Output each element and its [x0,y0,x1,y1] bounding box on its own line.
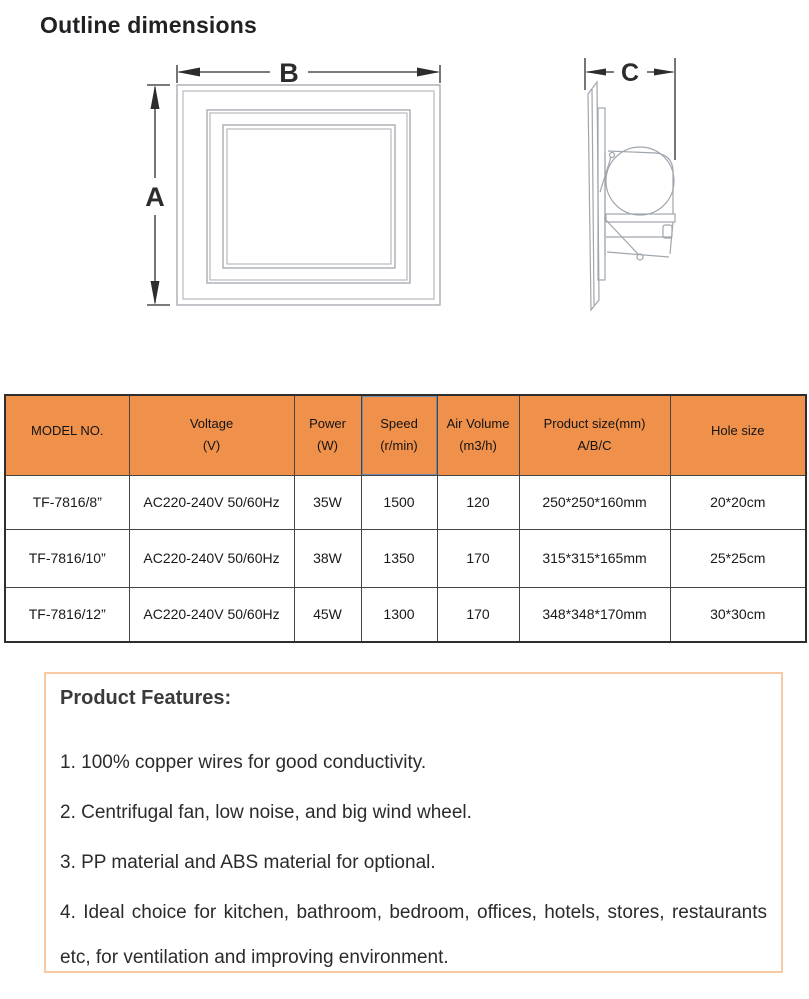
table-cell-model: TF-7816/12” [5,587,129,642]
table-cell-hole-size: 25*25cm [670,529,806,587]
dimension-label-b: B [279,58,299,88]
table-row [5,529,806,587]
header-line: Hole size [711,423,765,439]
header-line: Power [309,415,346,431]
dimension-lines [147,65,440,305]
table-cell-speed: 1500 [361,475,437,529]
header-cell-model [5,395,129,475]
feature-item: 3. PP material and ABS material for optional. [60,852,436,873]
table-cell-product-size: 315*315*165mm [519,529,670,587]
features-box [44,672,783,973]
table-cell-air-volume: 120 [437,475,519,529]
header-line: Air Volume [446,415,510,431]
header-cell-power [294,395,361,475]
table-row [5,475,806,529]
table-cell-voltage: AC220-240V 50/60Hz [129,529,294,587]
header-cell-air-volume [437,395,519,475]
table-cell-power: 38W [294,529,361,587]
features-title: Product Features: [60,687,232,709]
table-cell-power: 35W [294,475,361,529]
table-cell-power: 45W [294,587,361,642]
side-view-diagram [558,48,803,333]
header-line: (r/min) [380,437,418,453]
header-line: A/B/C [577,437,612,453]
header-line: MODEL NO. [31,423,104,439]
spec-table-wrap [4,394,805,643]
header-cell-voltage [129,395,294,475]
header-cell-product-size [519,395,670,475]
spec-table [4,394,807,643]
feature-item: 2. Centrifugal fan, low noise, and big wind wheel. [60,802,472,823]
table-cell-speed: 1300 [361,587,437,642]
table-cell-speed: 1350 [361,529,437,587]
table-cell-hole-size: 20*20cm [670,475,806,529]
table-cell-product-size: 348*348*170mm [519,587,670,642]
header-line: Speed [380,415,418,431]
header-line: (W) [317,437,338,453]
table-row [5,587,806,642]
header-cell-speed [361,395,437,475]
table-cell-air-volume: 170 [437,529,519,587]
table-cell-hole-size: 30*30cm [670,587,806,642]
table-cell-product-size: 250*250*160mm [519,475,670,529]
table-cell-air-volume: 170 [437,587,519,642]
header-line: Product size(mm) [543,415,646,431]
fan-side-outline [588,82,675,310]
dimension-arrowheads [151,68,441,306]
table-cell-model: TF-7816/10” [5,529,129,587]
header-row [5,395,806,475]
table-cell-model: TF-7816/8” [5,475,129,529]
dimension-label-a: A [145,182,165,212]
front-view-diagram [130,53,455,328]
table-cell-voltage: AC220-240V 50/60Hz [129,475,294,529]
header-cell-hole-size [670,395,806,475]
header-line: (V) [202,437,221,453]
feature-item: 4. Ideal choice for kitchen, bathroom, bedroom, offices, hotels, stores, restaurants etc, for ventilation and improving environment. [60,902,767,968]
fan-grille-outline [177,85,440,305]
page-title: Outline dimensions [40,12,258,38]
header-line: (m3/h) [459,437,497,453]
feature-item: 1. 100% copper wires for good conductivity. [60,752,427,773]
table-cell-voltage: AC220-240V 50/60Hz [129,587,294,642]
header-line: Voltage [189,415,234,431]
dimension-label-c: C [620,59,640,87]
